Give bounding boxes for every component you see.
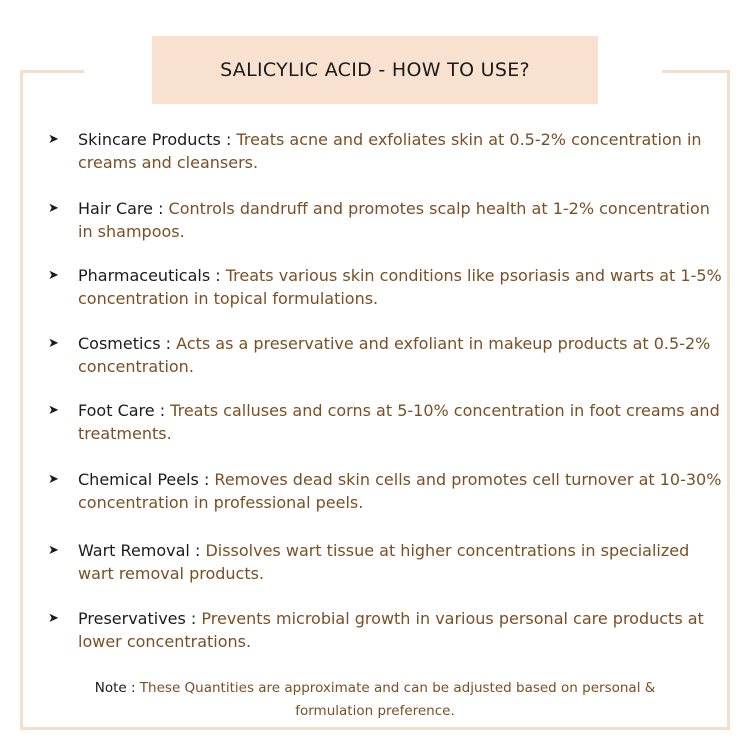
item-label: Skincare Products : xyxy=(78,130,232,149)
item-label: Pharmaceuticals : xyxy=(78,266,221,285)
bullet-arrow-icon: ➤ xyxy=(48,201,59,216)
list-item-chemical-peels xyxy=(48,468,728,514)
list-item-cosmetics xyxy=(48,332,728,378)
bullet-arrow-icon: ➤ xyxy=(48,472,59,487)
page-title: SALICYLIC ACID - HOW TO USE? xyxy=(220,59,530,81)
item-description: Treats calluses and corns at 5-10% concentration in foot creams and treatments. xyxy=(78,401,720,443)
bullet-arrow-icon: ➤ xyxy=(48,268,59,283)
item-description: Removes dead skin cells and promotes cell turnover at 10-30% concentration in professional peels. xyxy=(78,470,722,512)
list-item-preservatives xyxy=(48,607,728,653)
note-label: Note : xyxy=(94,680,136,696)
item-description: Acts as a preservative and exfoliant in makeup products at 0.5-2% concentration. xyxy=(78,334,711,376)
bullet-arrow-icon: ➤ xyxy=(48,132,59,147)
item-label: Wart Removal : xyxy=(78,541,201,560)
item-label: Chemical Peels : xyxy=(78,470,210,489)
list-item-foot-care xyxy=(48,399,728,445)
list-item-pharmaceuticals xyxy=(48,264,728,310)
item-description: Prevents microbial growth in various personal care products at lower concentrations. xyxy=(78,609,704,651)
item-label: Hair Care : xyxy=(78,199,164,218)
item-description: Treats various skin conditions like psoriasis and warts at 1-5% concentration in topical formulations. xyxy=(78,266,722,308)
bullet-arrow-icon: ➤ xyxy=(48,336,59,351)
list-item-wart-removal xyxy=(48,539,728,585)
footnote xyxy=(60,677,690,723)
note-text: These Quantities are approximate and can be adjusted based on personal & formulation preference. xyxy=(135,680,656,719)
bullet-arrow-icon: ➤ xyxy=(48,543,59,558)
item-label: Cosmetics : xyxy=(78,334,172,353)
list-item-skincare xyxy=(48,128,728,174)
bullet-arrow-icon: ➤ xyxy=(48,403,59,418)
item-label: Preservatives : xyxy=(78,609,197,628)
bullet-arrow-icon: ➤ xyxy=(48,611,59,626)
item-description: Controls dandruff and promotes scalp health at 1-2% concentration in shampoos. xyxy=(78,199,710,241)
item-label: Foot Care : xyxy=(78,401,166,420)
item-description: Treats acne and exfoliates skin at 0.5-2% concentration in creams and cleansers. xyxy=(78,130,702,172)
list-item-hair-care xyxy=(48,197,728,243)
item-description: Dissolves wart tissue at higher concentrations in specialized wart removal products. xyxy=(78,541,690,583)
